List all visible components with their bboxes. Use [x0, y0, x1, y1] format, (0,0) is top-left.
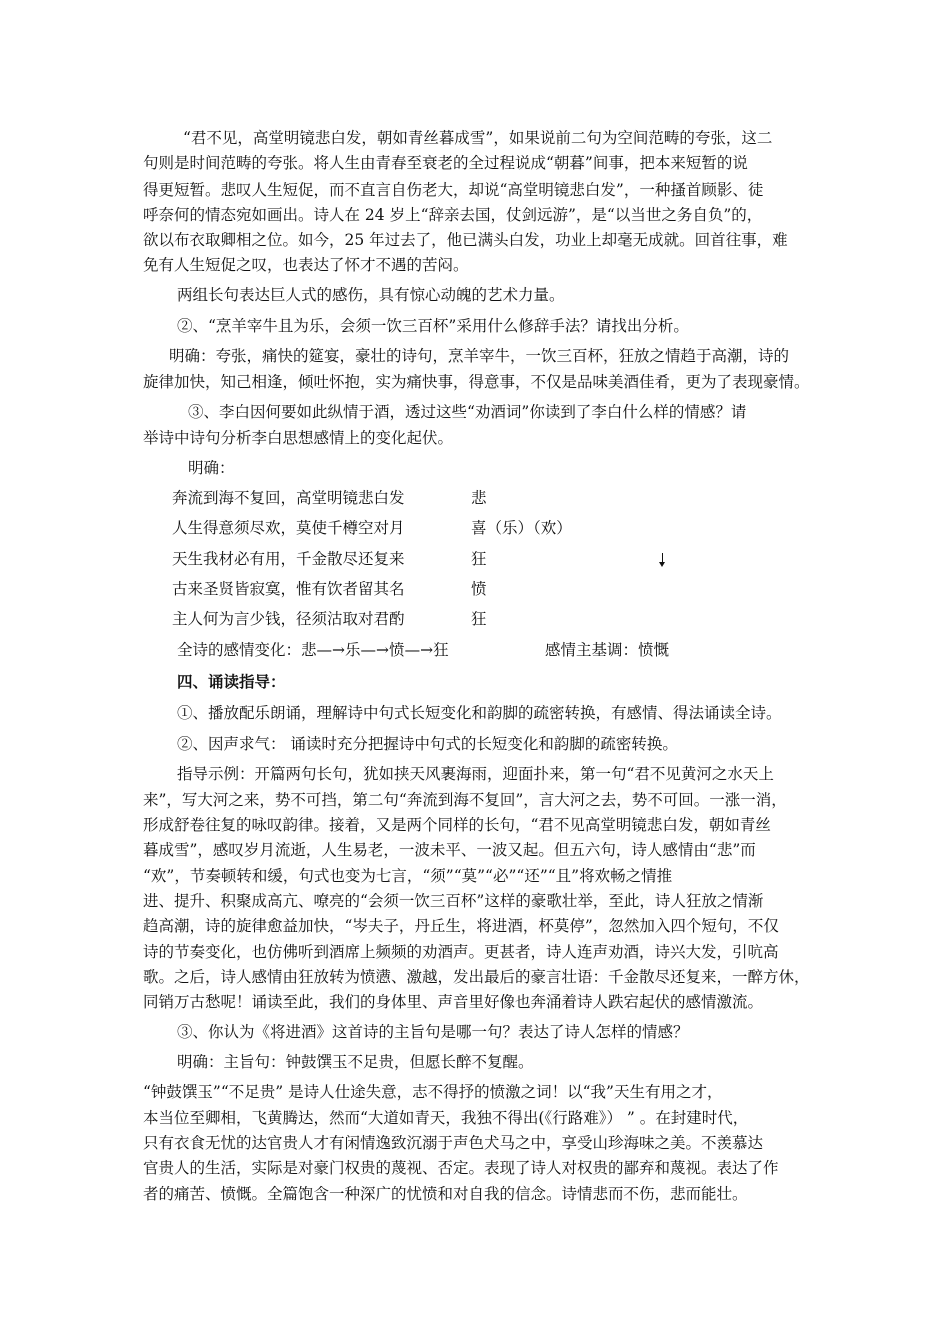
final-line-4: 官贵人的生活，实际是对豪门权贵的蔑视、否定。表现了诗人对权贵的鄙弃和蔑视。表达了作	[143, 1159, 779, 1177]
para1-line-1: “君不见，高堂明镜悲白发，朝如青丝暮成雪”，如果说前二句为空间范畴的夸张，这二	[183, 129, 773, 147]
verse-5: 主人何为言少钱，径须沽取对君酌	[172, 610, 405, 628]
para1-line-6: 免有人生短促之叹，也表达了怀才不遇的苦闷。	[143, 256, 469, 274]
guide-line-8: 诗的节奏变化，也仿佛听到酒席上频频的劝酒声。更甚者，诗人连声劝酒，诗兴大发，引吭高	[143, 943, 779, 961]
guide-line-4: 暮成雪”，感叹岁月流逝，人生易老，一波未平、一波又起。但五六句，诗人感情由“悲”而	[143, 841, 756, 859]
answer-3-label: 明确：	[188, 459, 235, 477]
emotion-3: 狂	[471, 550, 487, 568]
para1-line-2: 句则是时间范畴的夸张。将人生由青春至衰老的全过程说成“朝暮”间事，把本来短暂的说	[143, 154, 748, 172]
question-3-line-2: 举诗中诗句分析李白思想感情上的变化起伏。	[143, 429, 454, 447]
guide-line-10: 同销万古愁呢！诵读至此，我们的身体里、声音里好像也奔涌着诗人跌宕起伏的感情激流。	[143, 993, 764, 1011]
para1-line-3: 得更短暂。悲叹人生短促，而不直言自伤老大，却说“高堂明镜悲白发”，一种搔首顾影、徒	[143, 181, 764, 199]
emotion-change-label: 全诗的感情变化：	[177, 641, 302, 659]
main-sentence: 明确：主旨句：钟鼓馔玉不足贵，但愿长醉不复醒。	[177, 1053, 534, 1071]
final-line-1: “钟鼓馔玉”“不足贵” 是诗人仕途失意，志不得抒的愤激之词！以“我”天生有用之才，	[143, 1083, 723, 1101]
guide-line-6: 进、提升、积聚成高亢、嘹亮的“会须一饮三百杯”这样的豪歌壮举，至此，诗人狂放之情渐	[143, 892, 764, 910]
emotion-change-summary	[177, 640, 449, 660]
guide-line-1: 指导示例：开篇两句长句，犹如挟天风裹海雨，迎面扑来，第一句“君不见黄河之水天上	[177, 765, 774, 783]
para1-line-5: 欲以布衣取卿相之位。如今，25 年过去了，他已满头白发，功业上却毫无成就。回首往事，难	[143, 231, 788, 249]
emotion-chain-2: 乐	[345, 641, 361, 659]
section-4-item-1: ①、播放配乐朗诵，理解诗中句式长短变化和韵脚的疏密转换，有感情、得法诵读全诗。	[177, 704, 782, 722]
answer-2-line-2: 旋律加快，知己相逢，倾吐怀抱，实为痛快事，得意事，不仅是品味美酒佳肴，更为了表现豪情。	[143, 373, 810, 391]
emotion-chain-1: 悲	[301, 641, 317, 659]
emotion-chain-4: 狂	[433, 641, 449, 659]
final-line-3: 只有衣食无忧的达官贵人才有闲情逸致沉溺于声色犬马之中，享受山珍海味之美。不羡慕达	[143, 1134, 764, 1152]
emotion-1: 悲	[471, 489, 487, 507]
guide-line-3: 形成舒卷往复的咏叹韵律。接着，又是两个同样的长句，“君不见高堂明镜悲白发，朝如青丝	[143, 816, 771, 834]
final-line-2: 本当位至卿相，飞黄腾达，然而“大道如青天，我独不得出(《行路难》） ” 。在封建时代，	[143, 1109, 749, 1127]
section-4-item-2: ②、因声求气： 诵读时充分把握诗中句式的长短变化和韵脚的疏密转换。	[177, 735, 678, 753]
answer-2-line-1: 明确：夸张，痛快的筵宴，豪壮的诗句，烹羊宰牛，一饮三百杯，狂放之情趋于高潮，诗的	[169, 347, 790, 365]
question-3-line-1: ③、李白因何要如此纵情于酒，透过这些“劝酒词”你读到了李白什么样的情感？请	[188, 403, 747, 421]
emotion-2: 喜（乐）（欢）	[471, 519, 572, 537]
emotion-4: 愤	[471, 580, 487, 598]
verse-2: 人生得意须尽欢，莫使千樽空对月	[172, 519, 405, 537]
guide-line-2: 来”，写大河之来，势不可挡，第二句“奔流到海不复回”，言大河之去，势不可回。一涨一消，	[143, 791, 787, 809]
guide-line-7: 趋高潮，诗的旋律愈益加快，“岑夫子，丹丘生，将进酒，杯莫停”，忽然加入四个短句，不仅	[143, 917, 779, 935]
final-line-5: 者的痛苦、愤慨。全篇饱含一种深广的忧愤和对自我的信念。诗情悲而不伤，悲而能壮。	[143, 1185, 748, 1203]
verse-4: 古来圣贤皆寂寞，惟有饮者留其名	[172, 580, 405, 598]
para1-line-4: 呼奈何的情态宛如画出。诗人在 24 岁上“辞亲去国，仗剑远游”，是“以当世之务自负”的，	[143, 206, 763, 224]
guide-line-9: 歌。之后，诗人感情由狂放转为愤懑、激越，发出最后的豪言壮语：千金散尽还复来，一醉方休，	[143, 968, 810, 986]
guide-line-5: “欢”，节奏顿转和缓，句式也变为七言，“须”“莫”“必”“还”“且”将欢畅之情推	[143, 867, 673, 885]
emotion-chain-3: 愤	[389, 641, 405, 659]
arrow-right-icon: —→	[404, 641, 434, 659]
arrow-down-icon	[662, 553, 663, 563]
section-4-item-3: ③、你认为《将进酒》这首诗的主旨句是哪一句？表达了诗人怎样的情感？	[177, 1023, 689, 1041]
arrow-right-icon: —→	[360, 641, 390, 659]
arrow-right-icon: —→	[316, 641, 346, 659]
verse-3: 天生我材必有用，千金散尽还复来	[172, 550, 405, 568]
verse-1: 奔流到海不复回，高堂明镜悲白发	[172, 489, 405, 507]
section-4-title: 四、诵读指导：	[177, 672, 286, 691]
main-tone: 感情主基调：愤慨	[545, 641, 670, 659]
question-2: ②、“烹羊宰牛且为乐，会须一饮三百杯”采用什么修辞手法？请找出分析。	[177, 317, 689, 335]
para2: 两组长句表达巨人式的感伤，具有惊心动魄的艺术力量。	[177, 286, 565, 304]
emotion-5: 狂	[471, 610, 487, 628]
